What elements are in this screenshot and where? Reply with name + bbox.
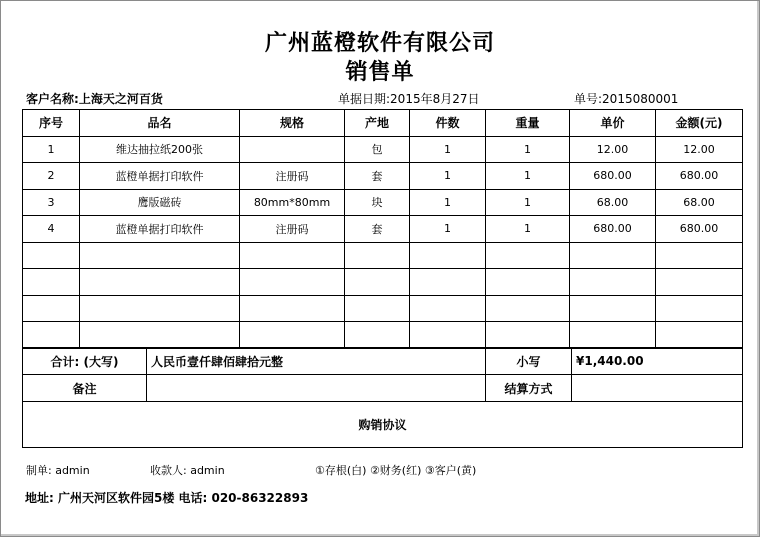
table-cell: 68.00 bbox=[656, 189, 743, 216]
table-cell bbox=[240, 269, 345, 296]
table-cell bbox=[80, 269, 240, 296]
table-cell bbox=[80, 295, 240, 322]
table-cell: 680.00 bbox=[570, 216, 656, 243]
table-cell bbox=[345, 242, 410, 269]
number-label: 单号: bbox=[574, 92, 603, 106]
table-header-row bbox=[23, 110, 743, 137]
table-cell: 1 bbox=[486, 136, 570, 163]
table-cell bbox=[570, 322, 656, 349]
table-cell: 1 bbox=[486, 163, 570, 190]
table-cell: 1 bbox=[486, 216, 570, 243]
table-row bbox=[23, 189, 743, 216]
table-cell bbox=[410, 295, 486, 322]
company-name: 广州蓝橙软件有限公司 bbox=[264, 31, 495, 56]
table-cell: 注册码 bbox=[240, 163, 345, 190]
table-row bbox=[23, 322, 743, 349]
table-cell: 套 bbox=[345, 163, 410, 190]
table-cell bbox=[486, 242, 570, 269]
table-cell bbox=[23, 269, 80, 296]
table-cell: 12.00 bbox=[570, 136, 656, 163]
column-header: 规格 bbox=[240, 110, 345, 137]
date-label: 单据日期: bbox=[338, 92, 391, 106]
table-cell bbox=[240, 295, 345, 322]
table-cell bbox=[240, 242, 345, 269]
table-cell: 12.00 bbox=[656, 136, 743, 163]
table-cell: 680.00 bbox=[656, 216, 743, 243]
number-line bbox=[574, 90, 678, 107]
table-cell: 80mm*80mm bbox=[240, 189, 345, 216]
table-row bbox=[23, 136, 743, 163]
table-cell: 注册码 bbox=[240, 216, 345, 243]
table-cell bbox=[656, 322, 743, 349]
total-uppercase: 人民币壹仟肆佰肆拾元整 bbox=[147, 348, 486, 375]
table-cell bbox=[240, 136, 345, 163]
table-cell: 维达抽拉纸200张 bbox=[80, 136, 240, 163]
table-cell: 块 bbox=[345, 189, 410, 216]
table-row bbox=[23, 163, 743, 190]
column-header: 件数 bbox=[410, 110, 486, 137]
remark-label: 备注 bbox=[23, 375, 147, 402]
agreement: 购销协议 bbox=[23, 402, 743, 448]
table-row bbox=[23, 242, 743, 269]
table-cell: 鹰版磁砖 bbox=[80, 189, 240, 216]
table-cell: 2 bbox=[23, 163, 80, 190]
total-label: 合计: (大写) bbox=[23, 348, 147, 375]
table-row bbox=[23, 295, 743, 322]
total-lowercase: ¥1,440.00 bbox=[572, 348, 743, 375]
address-line: 地址: 广州天河区软件园5楼 电话: 020-86322893 bbox=[25, 491, 309, 505]
document-date: 2015年8月27日 bbox=[390, 92, 480, 106]
table-row bbox=[23, 216, 743, 243]
table-cell: 蓝橙单据打印软件 bbox=[80, 163, 240, 190]
table-cell: 1 bbox=[410, 163, 486, 190]
document-title: 销售单 bbox=[345, 60, 415, 85]
table-cell bbox=[486, 295, 570, 322]
copies-note: ①存根(白) ②财务(红) ③客户(黄) bbox=[315, 464, 477, 477]
table-cell bbox=[570, 295, 656, 322]
table-cell bbox=[345, 322, 410, 349]
table-cell bbox=[486, 322, 570, 349]
table-cell bbox=[23, 322, 80, 349]
table-cell: 3 bbox=[23, 189, 80, 216]
table-cell bbox=[656, 269, 743, 296]
table-cell bbox=[656, 242, 743, 269]
table-cell bbox=[23, 242, 80, 269]
table-cell bbox=[570, 242, 656, 269]
table-cell bbox=[410, 269, 486, 296]
customer-label: 客户名称: bbox=[26, 92, 79, 106]
items-table bbox=[22, 109, 743, 349]
table-cell bbox=[656, 295, 743, 322]
payee: 收款人: admin bbox=[150, 464, 225, 477]
table-cell: 1 bbox=[486, 189, 570, 216]
totals-table bbox=[22, 347, 743, 448]
table-cell bbox=[345, 295, 410, 322]
column-header: 产地 bbox=[345, 110, 410, 137]
customer-name: 上海天之河百货 bbox=[78, 92, 163, 106]
table-cell: 4 bbox=[23, 216, 80, 243]
table-cell bbox=[23, 295, 80, 322]
table-cell bbox=[345, 269, 410, 296]
total-small-label: 小写 bbox=[486, 348, 572, 375]
table-cell: 680.00 bbox=[570, 163, 656, 190]
table-cell bbox=[240, 322, 345, 349]
maker: 制单: admin bbox=[26, 464, 90, 477]
table-cell: 1 bbox=[410, 189, 486, 216]
column-header: 序号 bbox=[23, 110, 80, 137]
table-row bbox=[23, 269, 743, 296]
remark-value bbox=[147, 375, 486, 402]
column-header: 重量 bbox=[486, 110, 570, 137]
table-cell: 1 bbox=[410, 136, 486, 163]
table-cell bbox=[486, 269, 570, 296]
date-line bbox=[338, 90, 480, 107]
table-cell bbox=[570, 269, 656, 296]
column-header: 品名 bbox=[80, 110, 240, 137]
column-header: 金额(元) bbox=[656, 110, 743, 137]
customer-line bbox=[26, 90, 163, 107]
table-cell bbox=[80, 242, 240, 269]
table-cell: 1 bbox=[23, 136, 80, 163]
table-cell: 蓝橙单据打印软件 bbox=[80, 216, 240, 243]
table-cell: 套 bbox=[345, 216, 410, 243]
table-cell: 1 bbox=[410, 216, 486, 243]
table-cell: 68.00 bbox=[570, 189, 656, 216]
table-cell bbox=[410, 242, 486, 269]
document-number: 2015080001 bbox=[602, 92, 679, 106]
payment-value bbox=[572, 375, 743, 402]
table-cell: 包 bbox=[345, 136, 410, 163]
column-header: 单价 bbox=[570, 110, 656, 137]
table-cell: 680.00 bbox=[656, 163, 743, 190]
payment-label: 结算方式 bbox=[486, 375, 572, 402]
table-cell bbox=[80, 322, 240, 349]
table-cell bbox=[410, 322, 486, 349]
